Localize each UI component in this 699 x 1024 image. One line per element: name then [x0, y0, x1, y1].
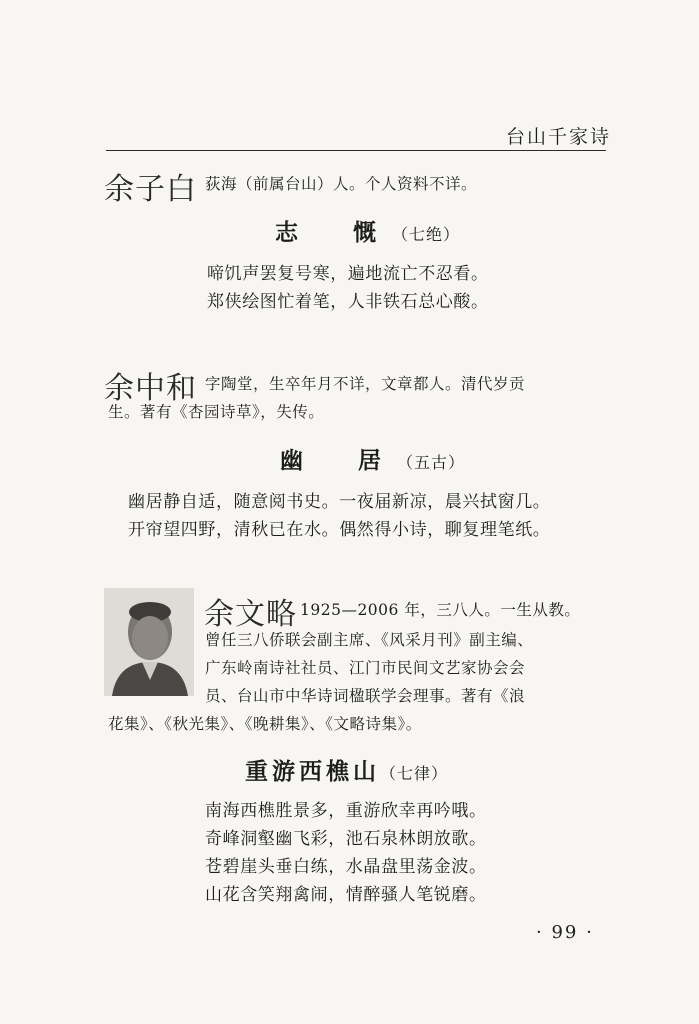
poem-title-text: 幽 居	[280, 447, 397, 474]
poet-name: 余文略	[204, 597, 297, 632]
poet-bio-line: 生。著有《杏园诗草》，失传。	[108, 403, 325, 421]
poem-form: （七律）	[380, 764, 449, 783]
verse-line: 啼饥声罢复号寒，遍地流亡不忍看。	[207, 264, 489, 284]
page-number: · 99 ·	[536, 922, 594, 943]
poem-title	[275, 214, 460, 247]
verse-line: 奇峰洞壑幽飞彩，池石泉林朗放歌。	[205, 829, 487, 849]
poem-title-text: 重游西樵山	[245, 758, 380, 785]
poet-bio-line: 员、台山市中华诗词楹联学会理事。著有《浪	[205, 687, 526, 705]
poet-bio-line: 曾任三八侨联会副主席、《风采月刊》副主编、	[205, 631, 534, 649]
portrait-figure-icon	[104, 588, 194, 696]
poet-bio-line: 字陶堂，生卒年月不详，文章都人。清代岁贡	[205, 375, 526, 393]
verse-line: 幽居静自适，随意阅书史。一夜届新凉，晨兴拭窗几。	[128, 492, 551, 512]
poet-name: 余子白	[104, 172, 197, 207]
poem-title-text: 志 慨	[275, 219, 392, 246]
verse-line: 苍碧崖头垂白练，水晶盘里荡金波。	[205, 857, 487, 877]
running-title: 台山千家诗	[505, 126, 611, 148]
header-rule	[106, 150, 606, 151]
poem-form: （七绝）	[392, 225, 461, 244]
poem-title	[280, 442, 465, 475]
poet-bio-line: 1925—2006 年，三八人。一生从教。	[300, 601, 581, 619]
poem-form: （五古）	[397, 453, 466, 472]
poem-title	[245, 753, 448, 786]
poet-bio-line: 广东岭南诗社社员、江门市民间文艺家协会会	[205, 659, 526, 677]
verse-line: 郑侠绘图忙着笔，人非铁石总心酸。	[207, 292, 489, 312]
poet-bio-line: 荻海（前属台山）人。个人资料不详。	[205, 175, 478, 193]
verse-line: 山花含笑翔禽闹，情醉骚人笔锐磨。	[205, 885, 487, 905]
poet-name: 余中和	[104, 371, 197, 406]
verse-line: 开帘望四野，清秋已在水。偶然得小诗，聊复理笔纸。	[128, 520, 551, 540]
poet-bio-line: 花集》、《秋光集》、《晚耕集》、《文略诗集》。	[108, 715, 422, 733]
poet-portrait-photo	[104, 588, 194, 696]
verse-line: 南海西樵胜景多，重游欣幸再吟哦。	[205, 801, 487, 821]
